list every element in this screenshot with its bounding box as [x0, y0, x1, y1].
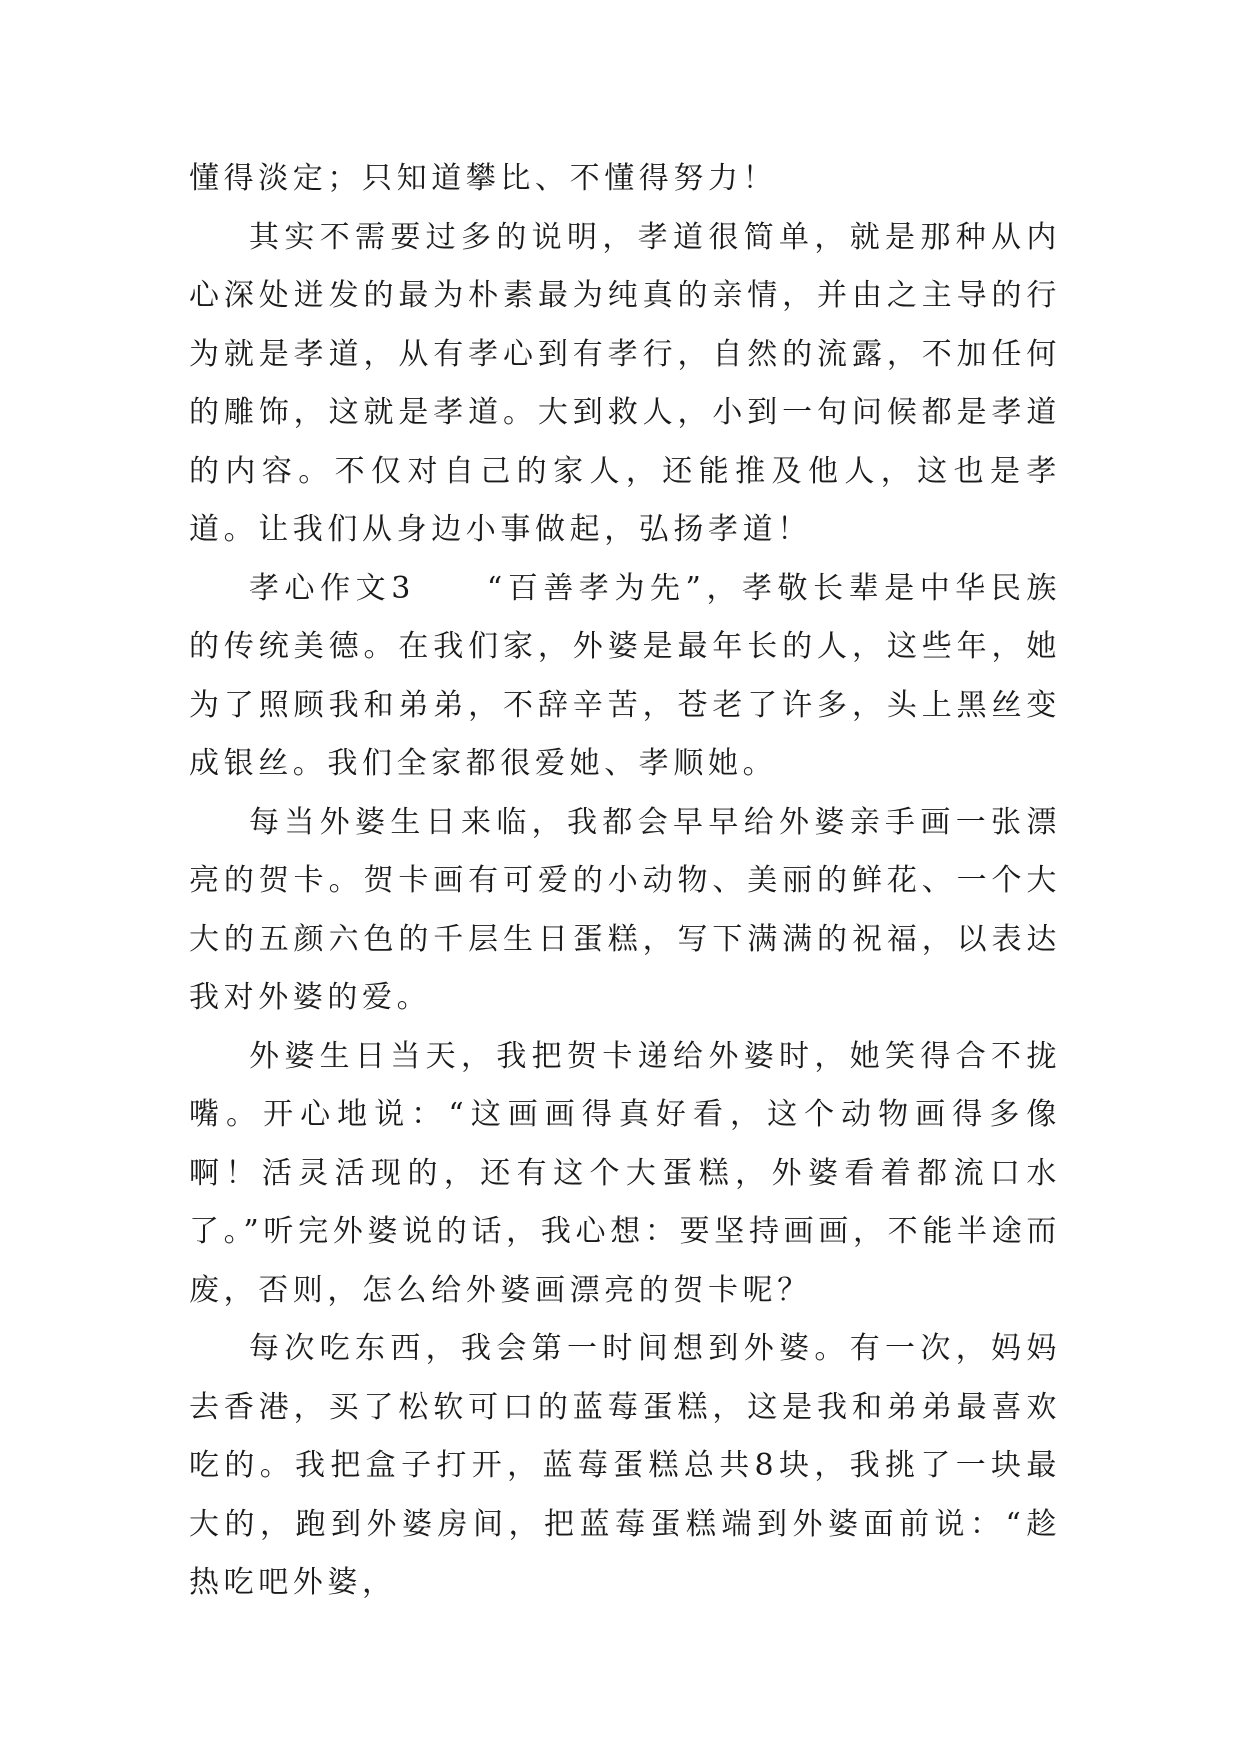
paragraph-essay-3-intro: 孝心作文3 “百善孝为先”，孝敬长辈是中华民族的传统美德。在我们家，外婆是最年长的人，这些年，她为了照顾我和弟弟，不辞辛苦，苍老了许多，头上黑丝变成银丝。我们全家都很爱她、孝顺她。: [189, 570, 1061, 781]
paragraph: 每当外婆生日来临，我都会早早给外婆亲手画一张漂亮的贺卡。贺卡画有可爱的小动物、美丽的鲜花、一个大大的五颜六色的千层生日蛋糕，写下满满的祝福，以表达我对外婆的爱。: [189, 804, 1061, 1015]
paragraph: 每次吃东西，我会第一时间想到外婆。有一次，妈妈去香港，买了松软可口的蓝莓蛋糕，这是我和弟弟最喜欢吃的。我把盒子打开，蓝莓蛋糕总共8块，我挑了一块最大的，跑到外婆房间，把蓝莓蛋糕端到外婆面前说：“趁热吃吧外婆，: [189, 1331, 1061, 1600]
paragraph: 其实不需要过多的说明，孝道很简单，就是那种从内心深处迸发的最为朴素最为纯真的亲情，并由之主导的行为就是孝道，从有孝心到有孝行，自然的流露，不加任何的雕饰，这就是孝道。大到救人，小到一句问候都是孝道的内容。不仅对自己的家人，还能推及他人，这也是孝道。让我们从身边小事做起，弘扬孝道！: [189, 219, 1061, 547]
paragraph: 外婆生日当天，我把贺卡递给外婆时，她笑得合不拢嘴。开心地说：“这画画得真好看，这个动物画得多像啊！活灵活现的，还有这个大蛋糕，外婆看着都流口水了。”听完外婆说的话，我心想：要坚持画画，不能半途而废，否则，怎么给外婆画漂亮的贺卡呢？: [189, 1038, 1061, 1308]
paragraph-continued: 懂得淡定；只知道攀比、不懂得努力！: [189, 161, 778, 196]
document-body: [189, 150, 1061, 1613]
